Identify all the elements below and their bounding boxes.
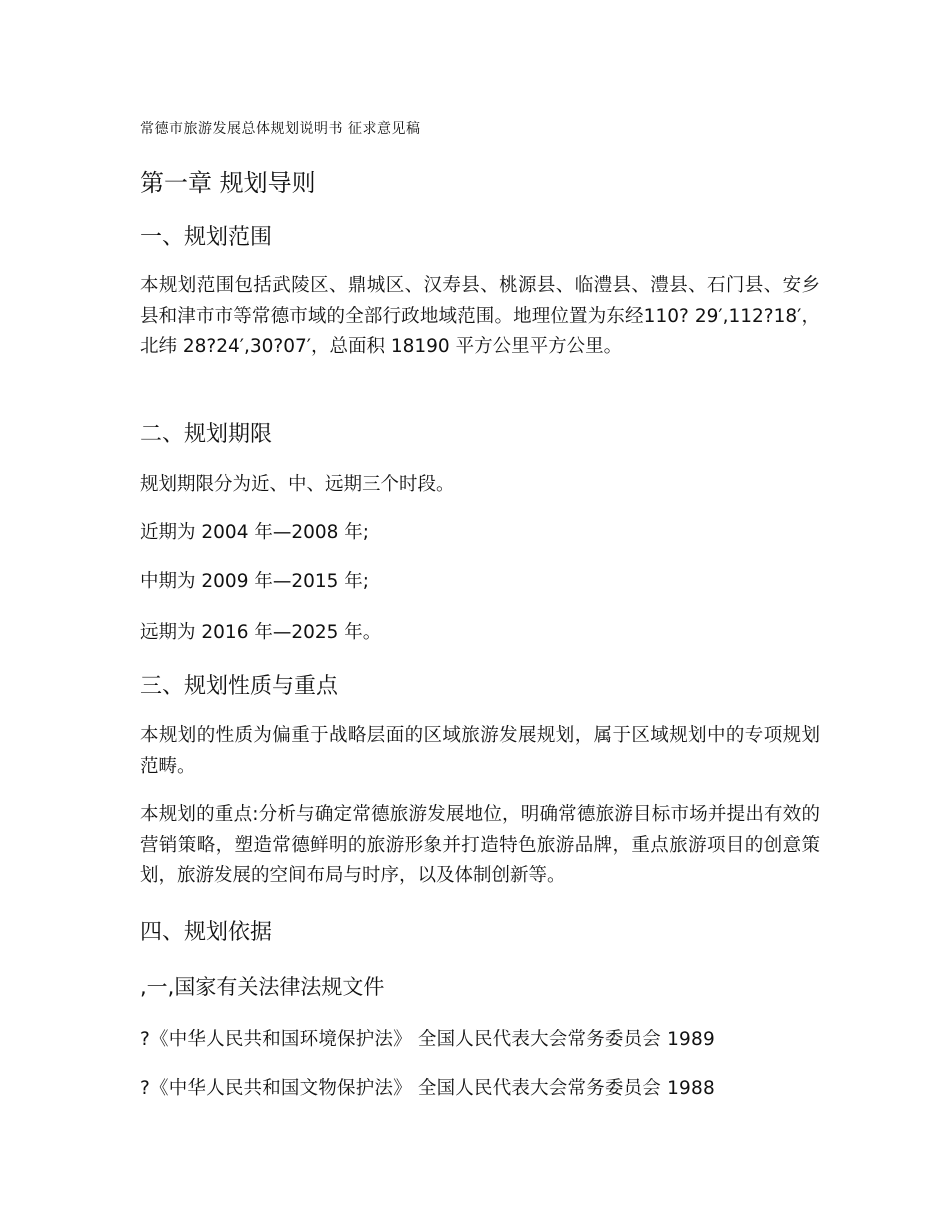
reference-item: ?《中华人民共和国环境保护法》 全国人民代表大会常务委员会 1989: [140, 1029, 715, 1050]
reference-item: ?《中华人民共和国文物保护法》 全国人民代表大会常务委员会 1988: [140, 1078, 715, 1099]
document-header-title: 常德市旅游发展总体规划说明书 征求意见稿: [140, 121, 421, 137]
nature-paragraph: 本规划的性质为偏重于战略层面的区域旅游发展规划，属于区域规划中的专项规划范畴。: [140, 725, 820, 777]
section-heading-period: 二、规划期限: [140, 422, 273, 447]
section-heading-nature: 三、规划性质与重点: [140, 674, 339, 699]
section-heading-scope: 一、规划范围: [140, 225, 273, 250]
section-heading-basis: 四、规划依据: [140, 920, 273, 945]
scope-paragraph: 本规划范围包括武陵区、鼎城区、汉寿县、桃源县、临澧县、澧县、石门县、安乡县和津市市等常德市域的全部行政地域范围。地理位置为东经110? 29′,112?18′，北纬 28?24′,30?07′，总面积 18190 平方公里平方公里。: [140, 275, 820, 357]
chapter-title: 第一章 规划导则: [140, 169, 316, 197]
basis-subheading-laws: ,一,国家有关法律法规文件: [140, 975, 385, 999]
focus-paragraph: 本规划的重点:分析与确定常德旅游发展地位，明确常德旅游目标市场并提出有效的营销策略，塑造常德鲜明的旅游形象并打造特色旅游品牌，重点旅游项目的创意策划，旅游发展的空间布局与时序，以及体制创新等。: [140, 804, 820, 886]
period-intro: 规划期限分为近、中、远期三个时段。: [140, 474, 455, 495]
period-near-term: 近期为 2004 年—2008 年;: [140, 522, 370, 543]
period-mid-term: 中期为 2009 年—2015 年;: [140, 571, 370, 592]
period-long-term: 远期为 2016 年—2025 年。: [140, 622, 382, 643]
